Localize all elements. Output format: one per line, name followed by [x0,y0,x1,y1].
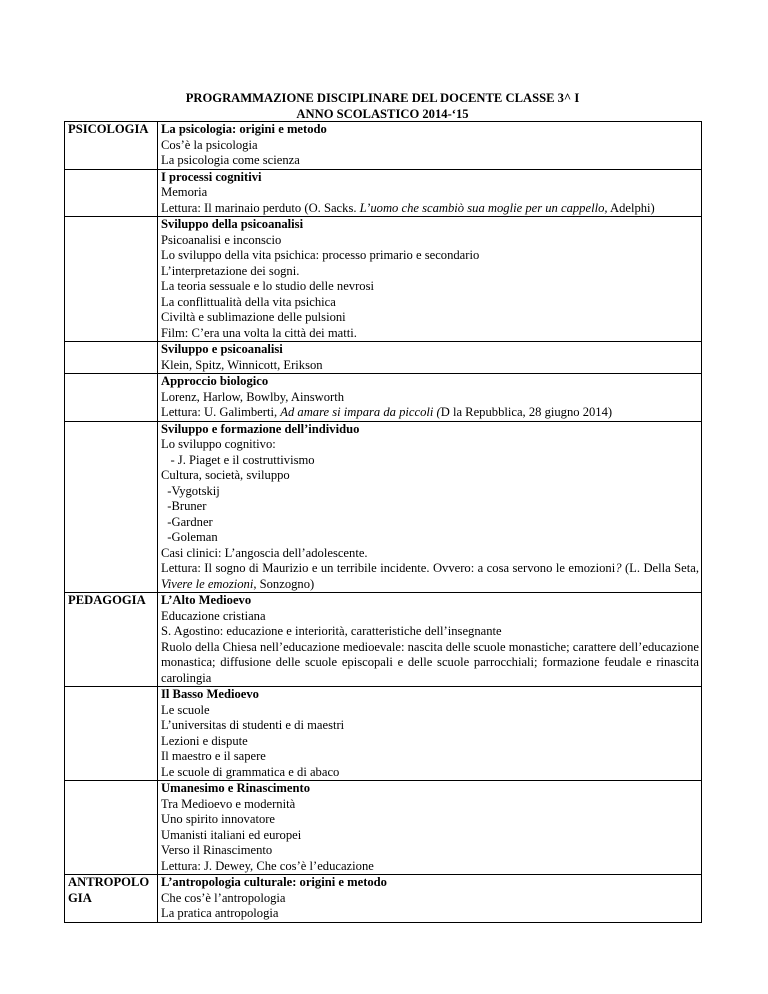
program-row [65,687,702,781]
program-row [65,781,702,875]
topic-line: La teoria sessuale e lo studio delle nevrosi [161,279,374,293]
reading-line [161,201,699,217]
subject-cell [65,217,158,342]
topic-line: Lo sviluppo della vita psichica: processo primario e secondario [161,248,480,262]
topic-line: Lettura: J. Dewey, Che cos’è l’educazione [161,858,374,873]
program-row [65,122,702,170]
topic-heading: I processi cognitivi [161,169,262,184]
content-cell [158,169,702,217]
topic-line: Lo sviluppo cognitivo: [161,437,276,451]
reading-title-italic: ? [615,561,622,575]
topic-heading: Umanesimo e Rinascimento [161,781,311,795]
topic-line: - J. Piaget e il costruttivismo [161,452,315,467]
topic-line: -Gardner [161,514,213,529]
topic-line: Umanisti italiani ed europei [161,827,302,842]
reading-title-italic: Vivere le emozioni [161,576,254,591]
subject-cell [65,169,158,217]
subject-cell: ANTROPOLOGIA [65,875,158,923]
program-row [65,342,702,374]
content-cell [158,593,702,687]
reading-text: Lettura: Il sogno di Maurizio e un terribile incidente. Ovvero: a cosa servono le emozioni [161,561,616,575]
topic-line: Memoria [161,185,208,199]
reading-title-italic: L’uomo che scambiò sua moglie per un cappello, [359,200,608,215]
reading-text: Adelphi) [607,200,655,215]
topic-line: Le scuole [161,702,210,717]
topic-heading: Il Basso Medioevo [161,687,259,701]
document-header [64,91,701,122]
reading-line [161,405,699,421]
topic-line: L’universitas di studenti e di maestri [161,718,345,732]
topic-heading: Sviluppo e psicoanalisi [161,342,283,356]
topic-line: Educazione cristiana [161,608,266,623]
program-row [65,374,702,422]
topic-line: -Bruner [161,499,207,513]
content-cell [158,781,702,875]
program-row [65,875,702,923]
reading-text: (L. Della Seta, [621,561,699,575]
topic-line: S. Agostino: educazione e interiorità, caratteristiche dell’insegnante [161,624,502,638]
content-cell [158,421,702,593]
topic-heading: L’antropologia culturale: origini e metodo [161,875,387,889]
content-cell [158,217,702,342]
topic-line: Che cos’è l’antropologia [161,890,286,905]
topic-line: Klein, Spitz, Winnicott, Erikson [161,357,323,372]
topic-line: Casi clinici: L’angoscia dell’adolescente. [161,545,368,560]
subject-cell: PSICOLOGIA [65,122,158,170]
topic-line: L’interpretazione dei sogni. [161,263,300,278]
topic-line: Il maestro e il sapere [161,749,266,763]
topic-line: La conflittualità della vita psichica [161,294,336,309]
content-cell [158,374,702,422]
topic-line: -Vygotskij [161,483,220,498]
topic-line: La pratica antropologia [161,906,279,920]
program-table-body [65,122,702,923]
content-cell [158,342,702,374]
topic-heading: Sviluppo e formazione dell’individuo [161,421,360,436]
reading-text: Lettura: Il marinaio perduto (O. Sacks. [161,200,360,215]
topic-line: Cos’è la psicologia [161,137,258,152]
topic-line: Uno spirito innovatore [161,812,276,826]
topic-line: Lorenz, Harlow, Bowlby, Ainsworth [161,389,345,404]
document-title: PROGRAMMAZIONE DISCIPLINARE DEL DOCENTE CLASSE 3^ I [185,91,580,105]
topic-line: Film: C’era una volta la città dei matti. [161,325,357,340]
topic-heading: Sviluppo della psicoanalisi [161,217,304,231]
topic-line: La psicologia come scienza [161,153,300,167]
subject-cell [65,421,158,593]
topic-heading: La psicologia: origini e metodo [161,122,327,136]
program-row [65,593,702,687]
topic-line: -Goleman [161,530,218,544]
program-table [64,121,702,923]
topic-line: Verso il Rinascimento [161,843,273,857]
content-cell [158,122,702,170]
program-row [65,421,702,593]
topic-line: Civiltà e sublimazione delle pulsioni [161,310,346,324]
topic-line: Cultura, società, sviluppo [161,468,290,482]
reading-text: Lettura: U. Galimberti, [161,405,281,419]
subject-cell [65,342,158,374]
topic-heading: L’Alto Medioevo [161,593,252,607]
reading-text: D la Repubblica, 28 giugno 2014) [440,405,613,419]
reading-title-italic: Ad amare si impara da piccoli ( [280,405,441,419]
subject-cell [65,374,158,422]
school-year: ANNO SCOLASTICO 2014-‘15 [296,106,469,121]
topic-line: Ruolo della Chiesa nell’educazione medioevale: nascita delle scuole monastiche; carattere dell’educazione monastica; diffusione delle scuole episcopali e delle scuole parrocchiali; formazione feudale e rinascita carolingia [161,639,703,685]
reading-text: , Sonzogno) [253,576,315,591]
topic-line: Psicoanalisi e inconscio [161,232,282,247]
program-row [65,217,702,342]
reading-line [161,561,699,592]
topic-line: Tra Medioevo e modernità [161,796,296,811]
topic-line: Le scuole di grammatica e di abaco [161,764,340,779]
topic-heading: Approccio biologico [161,374,269,388]
subject-cell [65,781,158,875]
content-cell [158,875,702,923]
program-row [65,169,702,217]
subject-cell: PEDAGOGIA [65,593,158,687]
content-cell [158,687,702,781]
topic-line: Lezioni e dispute [161,733,248,748]
subject-cell [65,687,158,781]
